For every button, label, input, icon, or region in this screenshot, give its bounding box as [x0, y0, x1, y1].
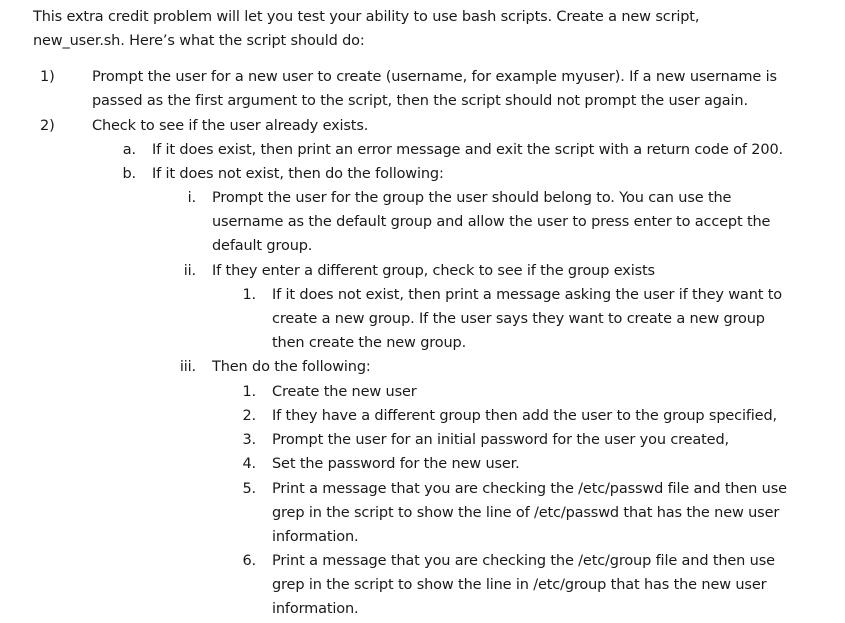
- list-marker: iii.: [179, 359, 196, 375]
- list-item-text: Create the new user: [272, 384, 417, 400]
- list-marker: a.: [122, 142, 136, 158]
- list-marker: ii.: [183, 263, 196, 279]
- list-marker: i.: [187, 190, 196, 206]
- list-marker: 1.: [242, 384, 256, 400]
- list-marker: b.: [122, 166, 136, 182]
- list-marker: 1): [40, 69, 55, 85]
- list-item-text: If they have a different group then add the user to the group specified,: [272, 408, 777, 424]
- list-item-text: Set the password for the new user.: [272, 456, 520, 472]
- list-item-text: create a new group. If the user says they want to create a new group: [272, 311, 765, 327]
- list-item-text: If it does not exist, then print a message asking the user if they want to: [272, 287, 783, 303]
- list-item-text: If it does exist, then print an error message and exit the script with a return code of 200.: [152, 142, 783, 158]
- list-item-text: grep in the script to show the line of /etc/passwd that has the new user: [272, 505, 780, 521]
- list-item-text: Prompt the user for a new user to create (username, for example myuser). If a new username is: [92, 69, 777, 85]
- list-marker: 3.: [242, 432, 256, 448]
- intro-line: new_user.sh. Here’s what the script should do:: [33, 33, 365, 49]
- list-item-text: Print a message that you are checking the /etc/passwd file and then use: [272, 481, 787, 497]
- list-item-text: username as the default group and allow the user to press enter to accept the: [212, 214, 771, 230]
- list-marker: 4.: [242, 456, 256, 472]
- list-item-text: information.: [272, 529, 359, 545]
- list-item-text: information.: [272, 601, 359, 617]
- list-item-text: grep in the script to show the line in /etc/group that has the new user: [272, 577, 767, 593]
- list-marker: 2): [40, 118, 55, 134]
- list-item-text: Prompt the user for an initial password for the user you created,: [272, 432, 729, 448]
- list-item-text: Prompt the user for the group the user should belong to. You can use the: [212, 190, 732, 206]
- list-item-text: default group.: [212, 238, 313, 254]
- list-item-text: then create the new group.: [272, 335, 467, 351]
- list-marker: 2.: [242, 408, 256, 424]
- list-marker: 5.: [242, 481, 256, 497]
- list-item-text: Print a message that you are checking the /etc/group file and then use: [272, 553, 775, 569]
- list-marker: 6.: [242, 553, 256, 569]
- list-item-text: Check to see if the user already exists.: [92, 118, 369, 134]
- list-item-text: passed as the first argument to the script, then the script should not prompt the user again.: [92, 93, 748, 109]
- list-item-text: If it does not exist, then do the following:: [152, 166, 444, 182]
- list-marker: 1.: [242, 287, 256, 303]
- list-item-text: Then do the following:: [212, 359, 371, 375]
- intro-line: This extra credit problem will let you test your ability to use bash scripts. Create a new script,: [33, 9, 700, 25]
- list-item-text: If they enter a different group, check to see if the group exists: [212, 263, 655, 279]
